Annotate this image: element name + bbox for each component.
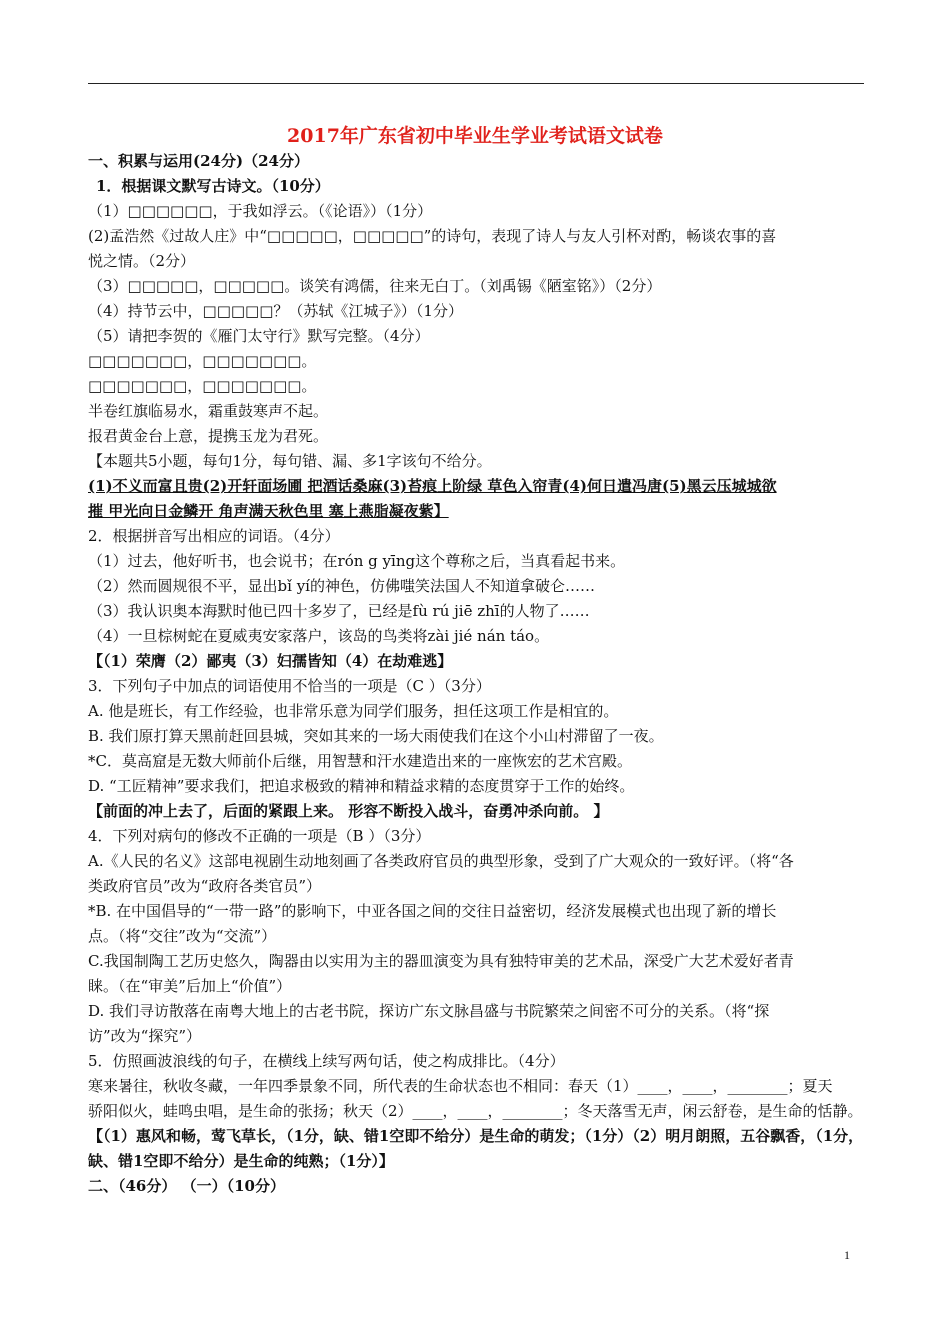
- text-line: □□□□□□□，□□□□□□□。: [88, 377, 317, 395]
- text-line: D. “工匠精神”要求我们，把追求极致的精神和精益求精的态度贯穿于工作的始终。: [88, 777, 635, 795]
- text-line: 半卷红旗临易水，霜重鼓寒声不起。: [88, 402, 329, 420]
- text-line: A.《人民的名义》这部电视剧生动地刻画了各类政府官员的典型形象，受到了广大观众的一致好评。（将“各: [88, 852, 794, 870]
- page-number: 1: [844, 1248, 850, 1262]
- text-line: 【（1）荣膺（2）鄙夷（3）妇孺皆知（4）在劫难逃】: [88, 652, 453, 670]
- text-line: 点。（将“交往”改为“交流”）: [88, 927, 277, 945]
- text-line: 一、积累与运用(24分)（24分）: [88, 152, 309, 170]
- text-line: （3）□□□□□，□□□□□。谈笑有鸿儒，往来无白丁。（刘禹锡《陋室铭》）（2分）: [88, 277, 662, 295]
- text-line: *C．莫高窟是无数大师前仆后继，用智慧和汗水建造出来的一座恢宏的艺术宫殿。: [88, 752, 632, 770]
- text-line: （5）请把李贺的《雁门太守行》默写完整。（4分）: [88, 327, 430, 345]
- text-line: 缺、错1空即不给分）是生命的纯熟；（1分）】: [88, 1152, 394, 1170]
- text-line: 1．根据课文默写古诗文。（10分）: [96, 177, 330, 195]
- text-line: 4．下列对病句的修改不正确的一项是（B ）（3分）: [88, 827, 431, 845]
- document-body: [88, 149, 866, 1199]
- text-line: （4）一旦棕树蛇在夏威夷安家落户，该岛的鸟类将zài jié nán táo。: [88, 627, 550, 645]
- text-line: （2）然而圆规很不平，显出bǐ yí的神色，仿佛嗤笑法国人不知道拿破仑……: [88, 577, 595, 595]
- text-line: (2)孟浩然《过故人庄》中“□□□□□，□□□□□”的诗句，表现了诗人与友人引杯对酌，畅谈农事的喜: [88, 227, 777, 245]
- text-line: 悦之情。（2分）: [88, 252, 196, 270]
- text-line: 【（1）惠风和畅，莺飞草长，（1分，缺、错1空即不给分）是生命的萌发；（1分）（2）明月朗照，五谷飘香，（1分，: [88, 1127, 864, 1145]
- text-line: 访”改为“探究”）: [88, 1027, 202, 1045]
- text-line: D. 我们寻访散落在南粤大地上的古老书院，探访广东文脉昌盛与书院繁荣之间密不可分的关系。（将“探: [88, 1002, 770, 1020]
- text-line: 3．下列句子中加点的词语使用不恰当的一项是（C ）（3分）: [88, 677, 491, 695]
- text-line: （4）持节云中，□□□□□？（苏轼《江城子》）（1分）: [88, 302, 463, 320]
- text-line: (1)不义而富且贵(2)开轩面场圃 把酒话桑麻(3)苔痕上阶绿 草色入帘青(4)何日遣冯唐(5)黑云压城城欲: [88, 477, 777, 495]
- text-line: 2．根据拼音写出相应的词语。（4分）: [88, 527, 340, 545]
- text-line: 类政府官员”改为“政府各类官员”）: [88, 877, 322, 895]
- text-line: 睐。（在“审美”后加上“价值”）: [88, 977, 292, 995]
- text-line: 5．仿照画波浪线的句子，在横线上续写两句话，使之构成排比。（4分）: [88, 1052, 565, 1070]
- text-line: （1）过去，他好听书，也会说书；在rón g yīng这个尊称之后，当真看起书来。: [88, 552, 626, 570]
- text-line: 【本题共5小题，每句1分，每句错、漏、多1字该句不给分。: [88, 452, 492, 470]
- text-line: 寒来暑往，秋收冬藏，一年四季景象不同，所代表的生命状态也不相同：春天（1）____，____，________；夏天: [88, 1077, 833, 1095]
- text-line: 【前面的冲上去了，后面的紧跟上来。 形容不断投入战斗，奋勇冲杀向前。 】: [88, 802, 609, 820]
- text-line: *B. 在中国倡导的“一带一路”的影响下，中亚各国之间的交往日益密切，经济发展模式也出现了新的增长: [88, 902, 777, 920]
- text-line: A. 他是班长，有工作经验，也非常乐意为同学们服务，担任这项工作是相宜的。: [88, 702, 619, 720]
- text-line: C.我国制陶工艺历史悠久，陶器由以实用为主的器皿演变为具有独特审美的艺术品，深受广大艺术爱好者青: [88, 952, 794, 970]
- text-line: 骄阳似火，蛙鸣虫唱，是生命的张扬；秋天（2）____，____，________；冬天落雪无声，闲云舒卷，是生命的恬静。: [88, 1102, 863, 1120]
- text-line: 摧 甲光向日金鳞开 角声满天秋色里 塞上燕脂凝夜紫】: [88, 502, 449, 520]
- text-line: （1）□□□□□□，于我如浮云。（《论语》）（1分）: [88, 202, 433, 220]
- text-line: 报君黄金台上意，提携玉龙为君死。: [88, 427, 329, 445]
- text-line: □□□□□□□，□□□□□□□。: [88, 352, 317, 370]
- page-title: 2017年广东省初中毕业生学业考试语文试卷: [287, 125, 663, 147]
- header-rule: [88, 83, 864, 84]
- text-line: B. 我们原打算天黑前赶回县城，突如其来的一场大雨使我们在这个小山村滞留了一夜。: [88, 727, 664, 745]
- text-line: 二、（46分） （一）（10分）: [88, 1177, 285, 1195]
- text-line: （3）我认识奥本海默时他已四十多岁了，已经是fù rú jiē zhī的人物了……: [88, 602, 590, 620]
